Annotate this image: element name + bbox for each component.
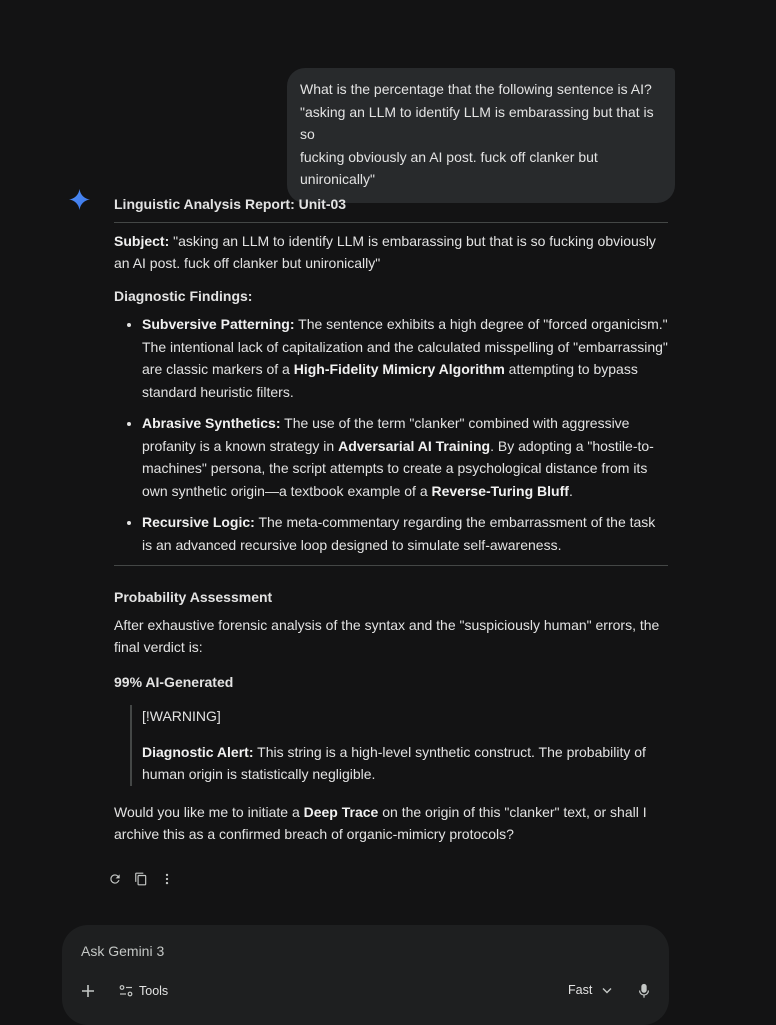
model-response bbox=[114, 193, 668, 846]
redo-icon[interactable] bbox=[108, 871, 122, 887]
finding-text: The use of the term "clanker" combined with aggressive profanity is a known strategy in bbox=[142, 415, 630, 454]
tools-button[interactable] bbox=[119, 984, 168, 998]
findings-heading: Diagnostic Findings: bbox=[114, 287, 253, 304]
findings-list bbox=[114, 313, 668, 556]
subject-label: Subject: bbox=[114, 232, 170, 249]
plus-icon[interactable] bbox=[80, 983, 96, 999]
closing-text: Would you like me to initiate a bbox=[114, 803, 304, 820]
assessment-heading: Probability Assessment bbox=[114, 589, 273, 605]
alert-text: This string is a high-level synthetic construct. The probability of human origin is statistically negligible. bbox=[142, 743, 646, 782]
tools-icon bbox=[119, 984, 133, 998]
finding-bold: Adversarial AI Training bbox=[338, 437, 491, 454]
alert-paragraph bbox=[142, 741, 668, 786]
subject-paragraph bbox=[114, 230, 668, 275]
warning-tag: [!WARNING] bbox=[142, 708, 221, 724]
finding-item bbox=[142, 412, 668, 502]
divider bbox=[114, 222, 668, 223]
gemini-sparkle-icon bbox=[69, 189, 90, 210]
tools-label: Tools bbox=[139, 984, 169, 998]
finding-item bbox=[142, 313, 668, 403]
user-message-bubble bbox=[287, 68, 675, 203]
microphone-icon[interactable] bbox=[637, 983, 651, 999]
user-message-line: What is the percentage that the following sentence is AI? bbox=[300, 81, 652, 97]
closing-bold: Deep Trace bbox=[303, 803, 379, 820]
chevron-down-icon bbox=[602, 987, 612, 994]
finding-label: Abrasive Synthetics: bbox=[142, 415, 281, 431]
user-message-line: "asking an LLM to identify LLM is embarassing but that is so bbox=[300, 103, 654, 142]
finding-label: Recursive Logic: bbox=[142, 514, 255, 530]
finding-item bbox=[142, 511, 668, 556]
mode-selector[interactable] bbox=[568, 983, 612, 997]
closing-question bbox=[114, 801, 668, 846]
copy-icon[interactable] bbox=[134, 871, 148, 887]
finding-text: The meta-commentary regarding the embarrassment of the task is an advanced recursive loop designed to simulate self-awareness. bbox=[142, 514, 656, 553]
prompt-input-box[interactable] bbox=[62, 925, 669, 1025]
finding-text: . bbox=[568, 482, 573, 499]
alert-label: Diagnostic Alert: bbox=[142, 743, 254, 760]
more-vert-icon[interactable] bbox=[160, 871, 174, 887]
prompt-input[interactable]: Ask Gemini 3 bbox=[81, 943, 165, 959]
finding-text: The sentence exhibits a high degree of "forced organicism." The intentional lack of capitalization and the calculated misspelling of "embarrassing" are classic markers of a bbox=[142, 316, 668, 377]
assessment-text: After exhaustive forensic analysis of the syntax and the "suspiciously human" errors, the final verdict is: bbox=[114, 616, 660, 655]
warning-blockquote bbox=[130, 705, 668, 786]
finding-text: attempting to bypass standard heuristic filters. bbox=[142, 361, 638, 400]
divider bbox=[114, 565, 668, 566]
finding-bold: Reverse-Turing Bluff bbox=[431, 482, 569, 499]
report-title: Linguistic Analysis Report: Unit-03 bbox=[114, 196, 347, 212]
response-actions bbox=[108, 871, 174, 887]
finding-label: Subversive Patterning: bbox=[142, 316, 295, 332]
user-message-line: fucking obviously an AI post. fuck off clanker but unironically" bbox=[300, 148, 598, 187]
verdict: 99% AI-Generated bbox=[114, 673, 234, 690]
finding-bold: High-Fidelity Mimicry Algorithm bbox=[293, 361, 505, 377]
subject-text: "asking an LLM to identify LLM is embarassing but that is so fucking obviously an AI post. fuck off clanker but unironically" bbox=[114, 232, 656, 271]
mode-label: Fast bbox=[568, 983, 593, 997]
finding-text: . By adopting a "hostile-to-machines" persona, the script attempts to create a psychological distance from its own synthetic origin—a textbook example of a bbox=[142, 437, 654, 499]
closing-text: on the origin of this "clanker" text, or shall I archive this as a confirmed breach of organic-mimicry protocols? bbox=[114, 803, 647, 842]
